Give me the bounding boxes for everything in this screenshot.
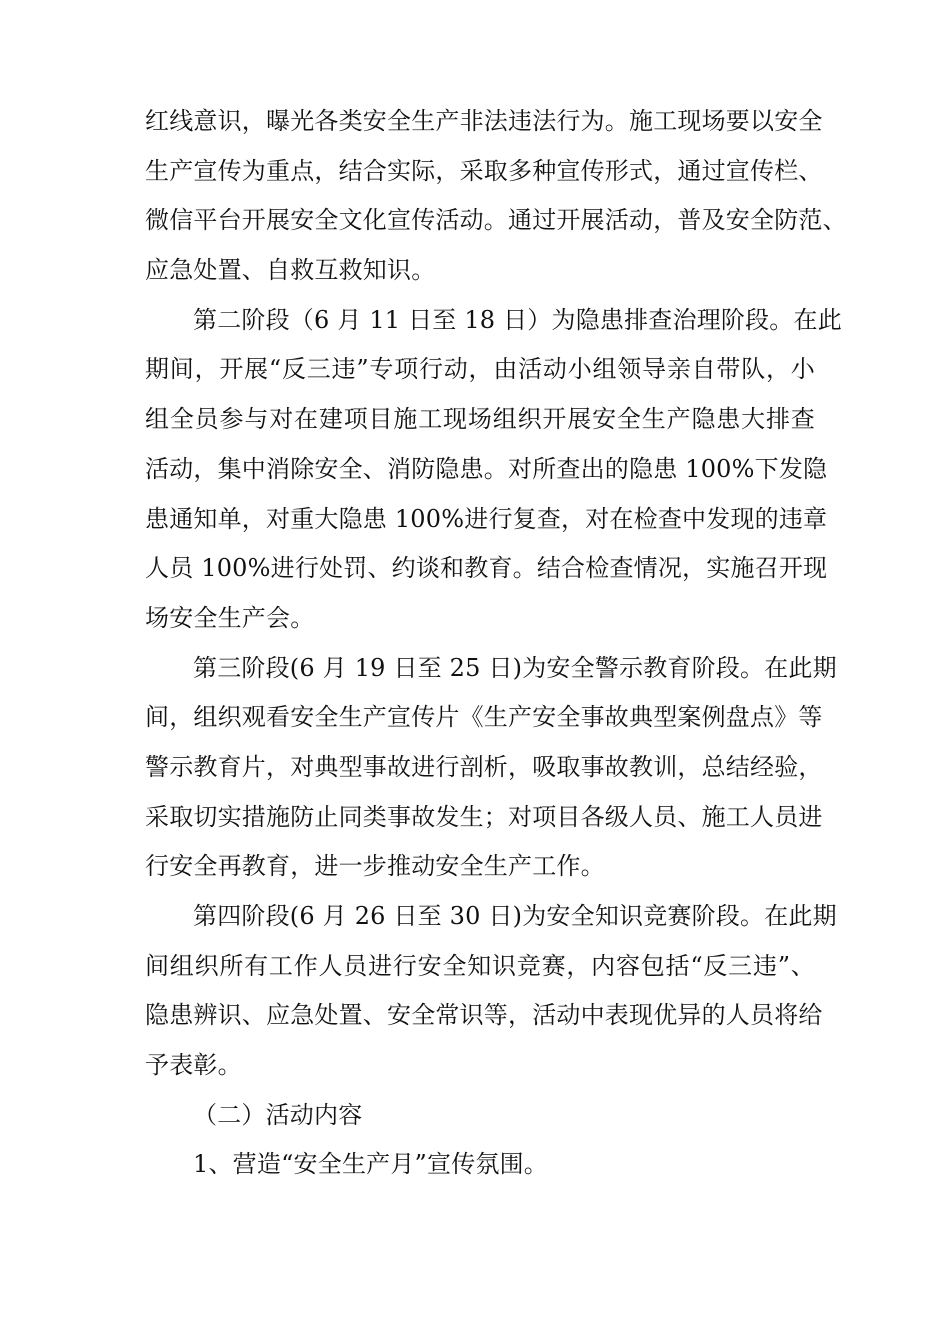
text-line: 场安全生产会。 <box>145 603 315 632</box>
paragraph-publicity-continuation <box>145 97 847 296</box>
section-heading: （二）活动内容 <box>193 1100 363 1129</box>
text-line: 第四阶段(6 月 26 日至 30 日)为安全知识竞赛阶段。在此期 <box>193 902 837 930</box>
list-item-heading: 1、营造“安全生产月”宣传氛围。 <box>193 1150 549 1179</box>
text-line: 间组织所有工作人员进行安全知识竞赛，内容包括“反三违”、 <box>145 951 815 980</box>
paragraph-phase-two <box>145 296 842 644</box>
text-line: 予表彰。 <box>145 1051 242 1080</box>
text-line: 间，组织观看安全生产宣传片《生产安全事故典型案例盘点》等 <box>145 703 823 732</box>
text-line: 活动，集中消除安全、消防隐患。对所查出的隐患 100%下发隐 <box>145 454 828 483</box>
text-line: 隐患辨识、应急处置、安全常识等，活动中表现优异的人员将给 <box>145 1001 823 1030</box>
text-line: 人员 100%进行处罚、约谈和教育。结合检查情况，实施召开现 <box>145 554 828 583</box>
text-line: 行安全再教育，进一步推动安全生产工作。 <box>145 852 605 881</box>
text-line: 患通知单，对重大隐患 100%进行复查，对在检查中发现的违章 <box>145 504 828 533</box>
text-line: 应急处置、自救互救知识。 <box>145 256 436 285</box>
text-line: 组全员参与对在建项目施工现场组织开展安全生产隐患大排查 <box>145 405 815 434</box>
paragraph-phase-four <box>145 892 837 1091</box>
text-line: 采取切实措施防止同类事故发生；对项目各级人员、施工人员进 <box>145 802 823 831</box>
list-item-atmosphere <box>145 1140 815 1190</box>
text-line: 第三阶段(6 月 19 日至 25 日)为安全警示教育阶段。在此期 <box>193 653 837 682</box>
text-line: 红线意识，曝光各类安全生产非法违法行为。施工现场要以安全 <box>145 107 823 135</box>
text-line: 第二阶段（6 月 11 日至 18 日）为隐患排查治理阶段。在此 <box>193 305 842 334</box>
paragraph-phase-three <box>145 644 837 892</box>
text-line: 期间，开展“反三违”专项行动，由活动小组领导亲自带队，小 <box>145 355 815 384</box>
text-line: 警示教育片，对典型事故进行剖析，吸取事故教训，总结经验， <box>145 752 823 781</box>
section-heading-activity-content <box>145 1091 815 1141</box>
text-line: 生产宣传为重点，结合实际，采取多种宣传形式，通过宣传栏、 <box>145 156 823 185</box>
text-line: 微信平台开展安全文化宣传活动。通过开展活动，普及安全防范、 <box>145 206 847 235</box>
document-body <box>145 97 847 1190</box>
